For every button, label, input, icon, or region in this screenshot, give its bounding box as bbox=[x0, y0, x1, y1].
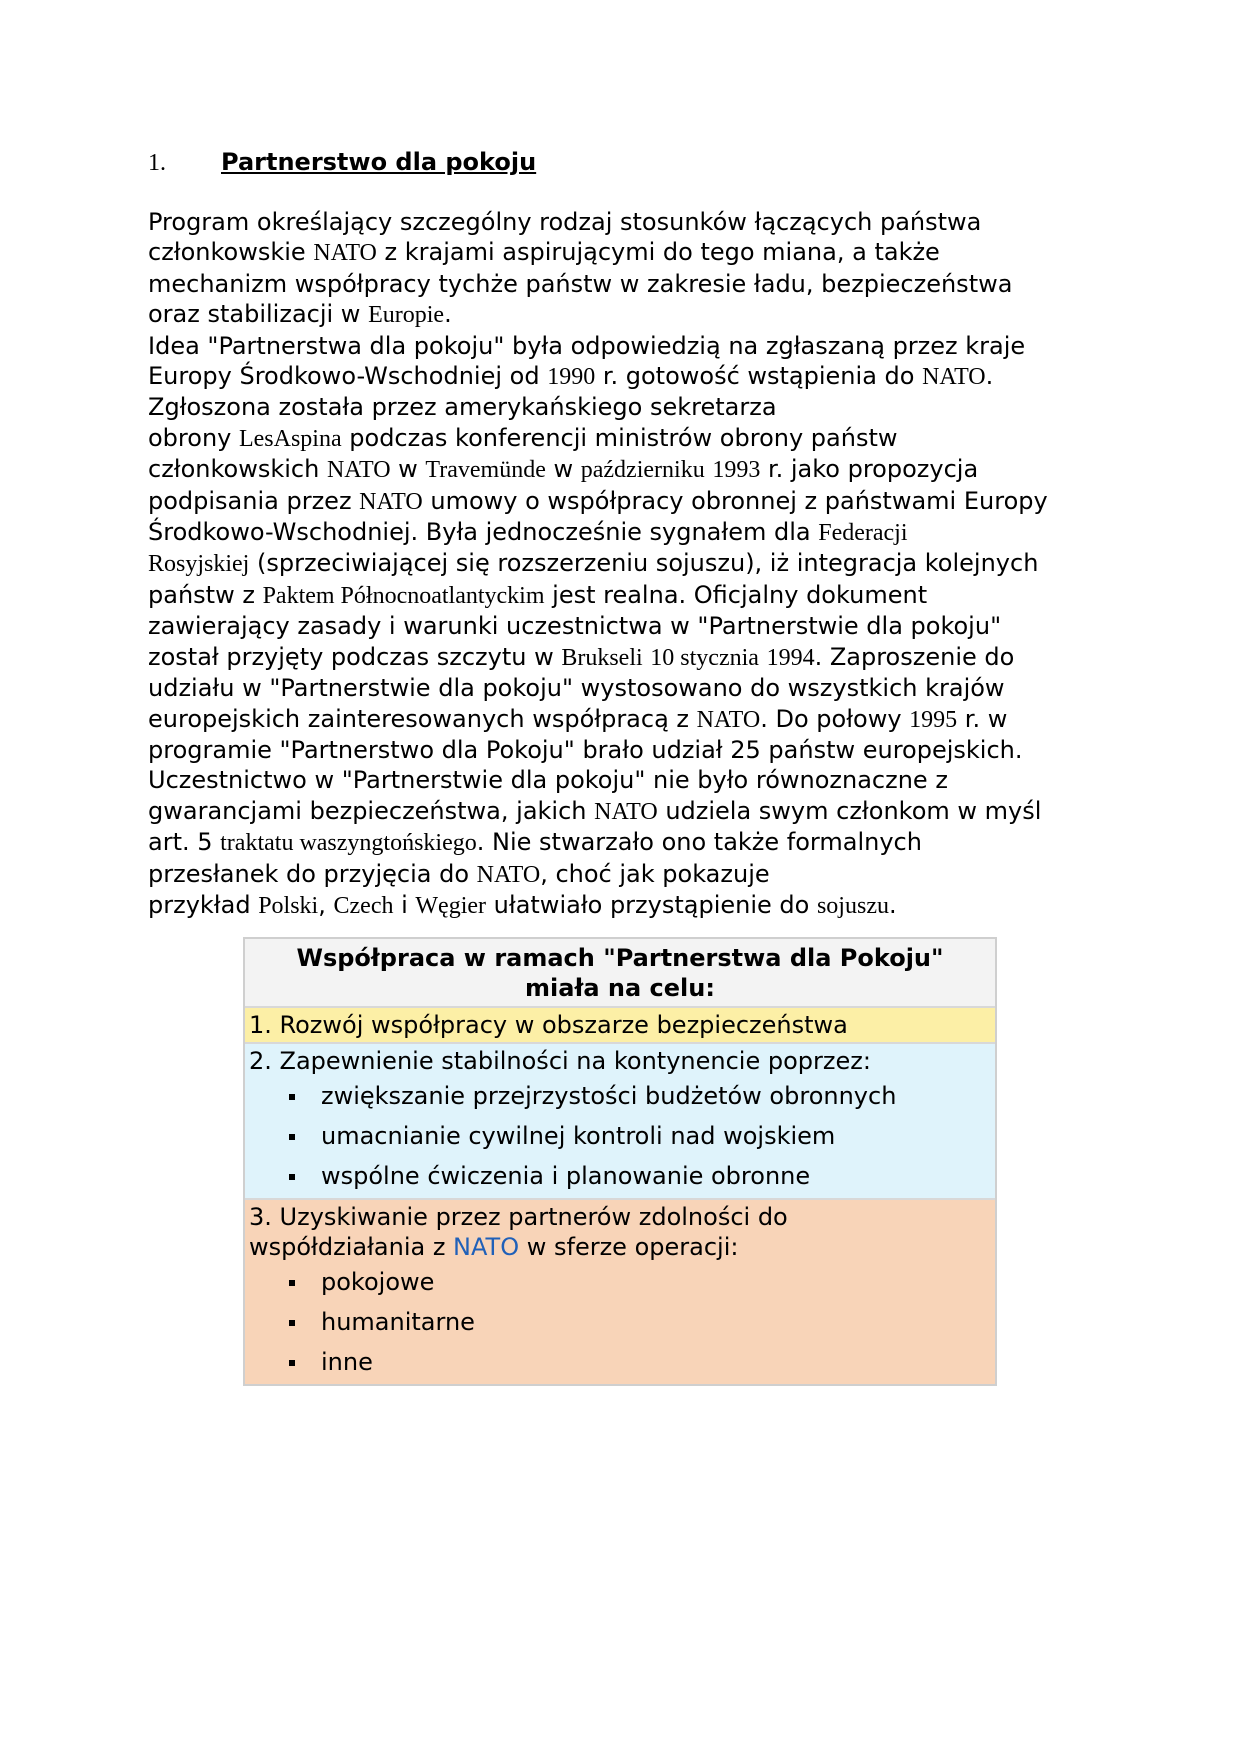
linked-term[interactable]: październiku bbox=[580, 457, 705, 484]
linked-term[interactable]: Rosyjskiej bbox=[148, 551, 250, 578]
linked-term[interactable]: Europie bbox=[368, 302, 445, 329]
linked-term[interactable]: Paktem Północnoatlantyckim bbox=[262, 582, 545, 609]
text-run: umowy o współpracy obronnej z państwami Europy bbox=[422, 486, 1048, 515]
nato-link[interactable]: NATO bbox=[453, 1233, 520, 1261]
linked-term[interactable]: NATO bbox=[476, 861, 541, 888]
text-run: w bbox=[390, 455, 426, 484]
linked-term[interactable]: LesAspina bbox=[238, 425, 342, 452]
goal-row-2-list bbox=[249, 1076, 991, 1196]
text-run: został przyjęty podczas szczytu w bbox=[148, 642, 562, 671]
linked-term[interactable]: NATO bbox=[313, 240, 377, 267]
text-run: oraz stabilizacji w bbox=[148, 300, 369, 329]
text-run: programie "Partnerstwo dla Pokoju" brało udział 25 państw europejskich. bbox=[148, 735, 1023, 764]
text-run: . Nie stwarzało ono także formalnych bbox=[476, 828, 922, 857]
text-run: , bbox=[318, 890, 334, 919]
text-run: zawierający zasady i warunki uczestnictwa w "Partnerstwie dla pokoju" bbox=[148, 612, 1002, 641]
paragraph-line bbox=[148, 673, 1108, 703]
linked-term[interactable]: NATO bbox=[326, 457, 391, 484]
text-run: gwarancjami bezpieczeństwa, jakich bbox=[148, 796, 595, 825]
paragraph-line bbox=[148, 361, 1108, 392]
text-run: ułatwiało przystąpienie do bbox=[486, 890, 817, 919]
paragraph-line bbox=[148, 237, 1108, 268]
text-run: Uczestnictwo w "Partnerstwie dla pokoju" nie było równoznaczne z bbox=[148, 766, 948, 795]
text-run: art. 5 bbox=[148, 828, 221, 857]
text-run: w bbox=[545, 455, 581, 484]
paragraph-line bbox=[148, 269, 1108, 299]
paragraph-line bbox=[148, 735, 1108, 765]
paragraph-line bbox=[148, 611, 1108, 641]
text-run: r. jako propozycja bbox=[760, 455, 979, 484]
text-run: . bbox=[888, 890, 897, 919]
linked-term[interactable]: 1990 bbox=[547, 364, 596, 391]
text-run: r. gotowość wstąpienia do bbox=[595, 362, 923, 391]
paragraph-line bbox=[148, 454, 1108, 485]
linked-term[interactable]: NATO bbox=[922, 364, 986, 391]
linked-term[interactable]: Federacji bbox=[818, 520, 908, 547]
goal-row-1 bbox=[245, 1008, 995, 1044]
text-run: . bbox=[985, 362, 994, 391]
paragraph-line bbox=[148, 796, 1108, 827]
goal-row-3-text-before: współdziałania z bbox=[249, 1233, 454, 1261]
text-run: z krajami aspirującymi do tego miana, a także bbox=[376, 238, 940, 267]
text-run: . Do połowy bbox=[760, 704, 910, 733]
goals-table bbox=[243, 937, 997, 1386]
text-run: państw z bbox=[148, 580, 263, 609]
text-run: członkowskie bbox=[148, 238, 314, 267]
goal-row-3-text-after: w sferze operacji: bbox=[519, 1233, 739, 1261]
goal-row-3-line-1: 3. Uzyskiwanie przez partnerów zdolności do bbox=[249, 1203, 788, 1231]
goals-header-line-1: Współpraca w ramach "Partnerstwa dla Pokoju" bbox=[296, 944, 944, 972]
paragraph-line bbox=[148, 331, 1108, 361]
linked-term[interactable]: 1993 bbox=[712, 457, 761, 484]
text-run: Środkowo-Wschodniej. Była jednocześnie sygnałem dla bbox=[148, 518, 819, 547]
linked-term[interactable]: Travemünde bbox=[425, 457, 546, 484]
goal-row-3-list bbox=[249, 1262, 991, 1382]
text-run: , choć jak pokazuje bbox=[540, 859, 770, 888]
linked-term[interactable]: NATO bbox=[594, 798, 658, 825]
text-run: udziela swym członkom w myśl bbox=[657, 796, 1042, 825]
paragraph-line bbox=[148, 827, 1108, 858]
list-item: pokojowe bbox=[249, 1262, 991, 1302]
linked-term[interactable]: 1994 bbox=[766, 644, 815, 671]
text-run: (sprzeciwiającej się rozszerzeniu sojuszu), iż integracja kolejnych bbox=[249, 549, 1039, 578]
text-run: jest realna. Oficjalny dokument bbox=[544, 580, 928, 609]
text-run: Europy Środkowo-Wschodniej od bbox=[148, 362, 548, 391]
text-run: obrony bbox=[148, 423, 239, 452]
list-item: umacnianie cywilnej kontroli nad wojskiem bbox=[249, 1116, 991, 1156]
linked-term[interactable]: Węgier bbox=[415, 892, 487, 919]
text-run: Program określający szczególny rodzaj stosunków łączących państwa bbox=[148, 208, 982, 236]
paragraph-line bbox=[148, 392, 1108, 422]
text-run: r. w bbox=[957, 704, 1008, 733]
section-title: Partnerstwo dla pokoju bbox=[221, 148, 537, 176]
paragraph-line bbox=[148, 704, 1108, 735]
paragraph-line bbox=[148, 299, 1108, 330]
text-run: udziału w "Partnerstwie dla pokoju" wystosowano do wszystkich krajów bbox=[148, 674, 1005, 703]
text-run: przesłanek do przyjęcia do bbox=[148, 859, 477, 888]
linked-term[interactable]: NATO bbox=[696, 706, 761, 733]
goal-row-2-text: 2. Zapewnienie stabilności na kontynencie poprzez: bbox=[249, 1047, 871, 1075]
goals-table-header bbox=[245, 939, 995, 1008]
paragraph-line bbox=[148, 642, 1108, 673]
goal-row-2 bbox=[245, 1044, 995, 1200]
linked-term[interactable]: sojuszu bbox=[816, 892, 889, 919]
goal-row-1-text: 1. Rozwój współpracy w obszarze bezpieczeństwa bbox=[249, 1011, 848, 1039]
paragraph-line bbox=[148, 517, 1108, 548]
linked-term[interactable]: NATO bbox=[359, 488, 423, 515]
paragraph-line bbox=[148, 859, 1108, 890]
text-run: Idea "Partnerstwa dla pokoju" była odpowiedzią na zgłaszaną przez kraje bbox=[148, 331, 1026, 360]
text-run: . bbox=[444, 300, 452, 329]
paragraph-line bbox=[148, 890, 1108, 921]
paragraph-line bbox=[148, 207, 1108, 237]
text-run bbox=[759, 643, 767, 671]
paragraph-line bbox=[148, 548, 1108, 579]
paragraph-line bbox=[148, 423, 1108, 454]
list-item: humanitarne bbox=[249, 1302, 991, 1342]
section-heading bbox=[148, 148, 536, 177]
text-run: . Zaproszenie do bbox=[814, 642, 1015, 671]
list-item: wspólne ćwiczenia i planowanie obronne bbox=[249, 1156, 991, 1196]
linked-term[interactable]: 10 stycznia bbox=[650, 644, 759, 671]
text-run: mechanizm współpracy tychże państw w zakresie ładu, bezpieczeństwa bbox=[148, 269, 1013, 298]
section-number: 1. bbox=[148, 150, 166, 176]
list-item: zwiększanie przejrzystości budżetów obronnych bbox=[249, 1076, 991, 1116]
text-run: europejskich zainteresowanych współpracą z bbox=[148, 704, 697, 733]
linked-term[interactable]: traktatu waszyngtońskiego bbox=[220, 830, 477, 857]
linked-term[interactable]: 1995 bbox=[909, 706, 958, 733]
paragraph-line bbox=[148, 580, 1108, 611]
text-run: Zgłoszona została przez amerykańskiego sekretarza bbox=[148, 393, 777, 422]
linked-term[interactable]: Czech bbox=[333, 892, 394, 919]
text-run: podczas konferencji ministrów obrony państw bbox=[341, 423, 898, 452]
linked-term[interactable]: Polski bbox=[258, 892, 319, 919]
text-run: podpisania przez bbox=[148, 486, 360, 515]
goal-row-3-line-2 bbox=[249, 1232, 991, 1262]
body-paragraph bbox=[148, 207, 1108, 921]
text-run: przykład bbox=[148, 890, 259, 919]
linked-term[interactable]: Brukseli bbox=[561, 644, 643, 671]
goals-header-line-2: miała na celu: bbox=[525, 974, 715, 1002]
paragraph-line bbox=[148, 765, 1108, 795]
goal-row-3 bbox=[245, 1200, 995, 1384]
text-run: członkowskich bbox=[148, 455, 327, 484]
list-item: inne bbox=[249, 1342, 991, 1382]
paragraph-line bbox=[148, 486, 1108, 517]
text-run: i bbox=[393, 890, 416, 919]
